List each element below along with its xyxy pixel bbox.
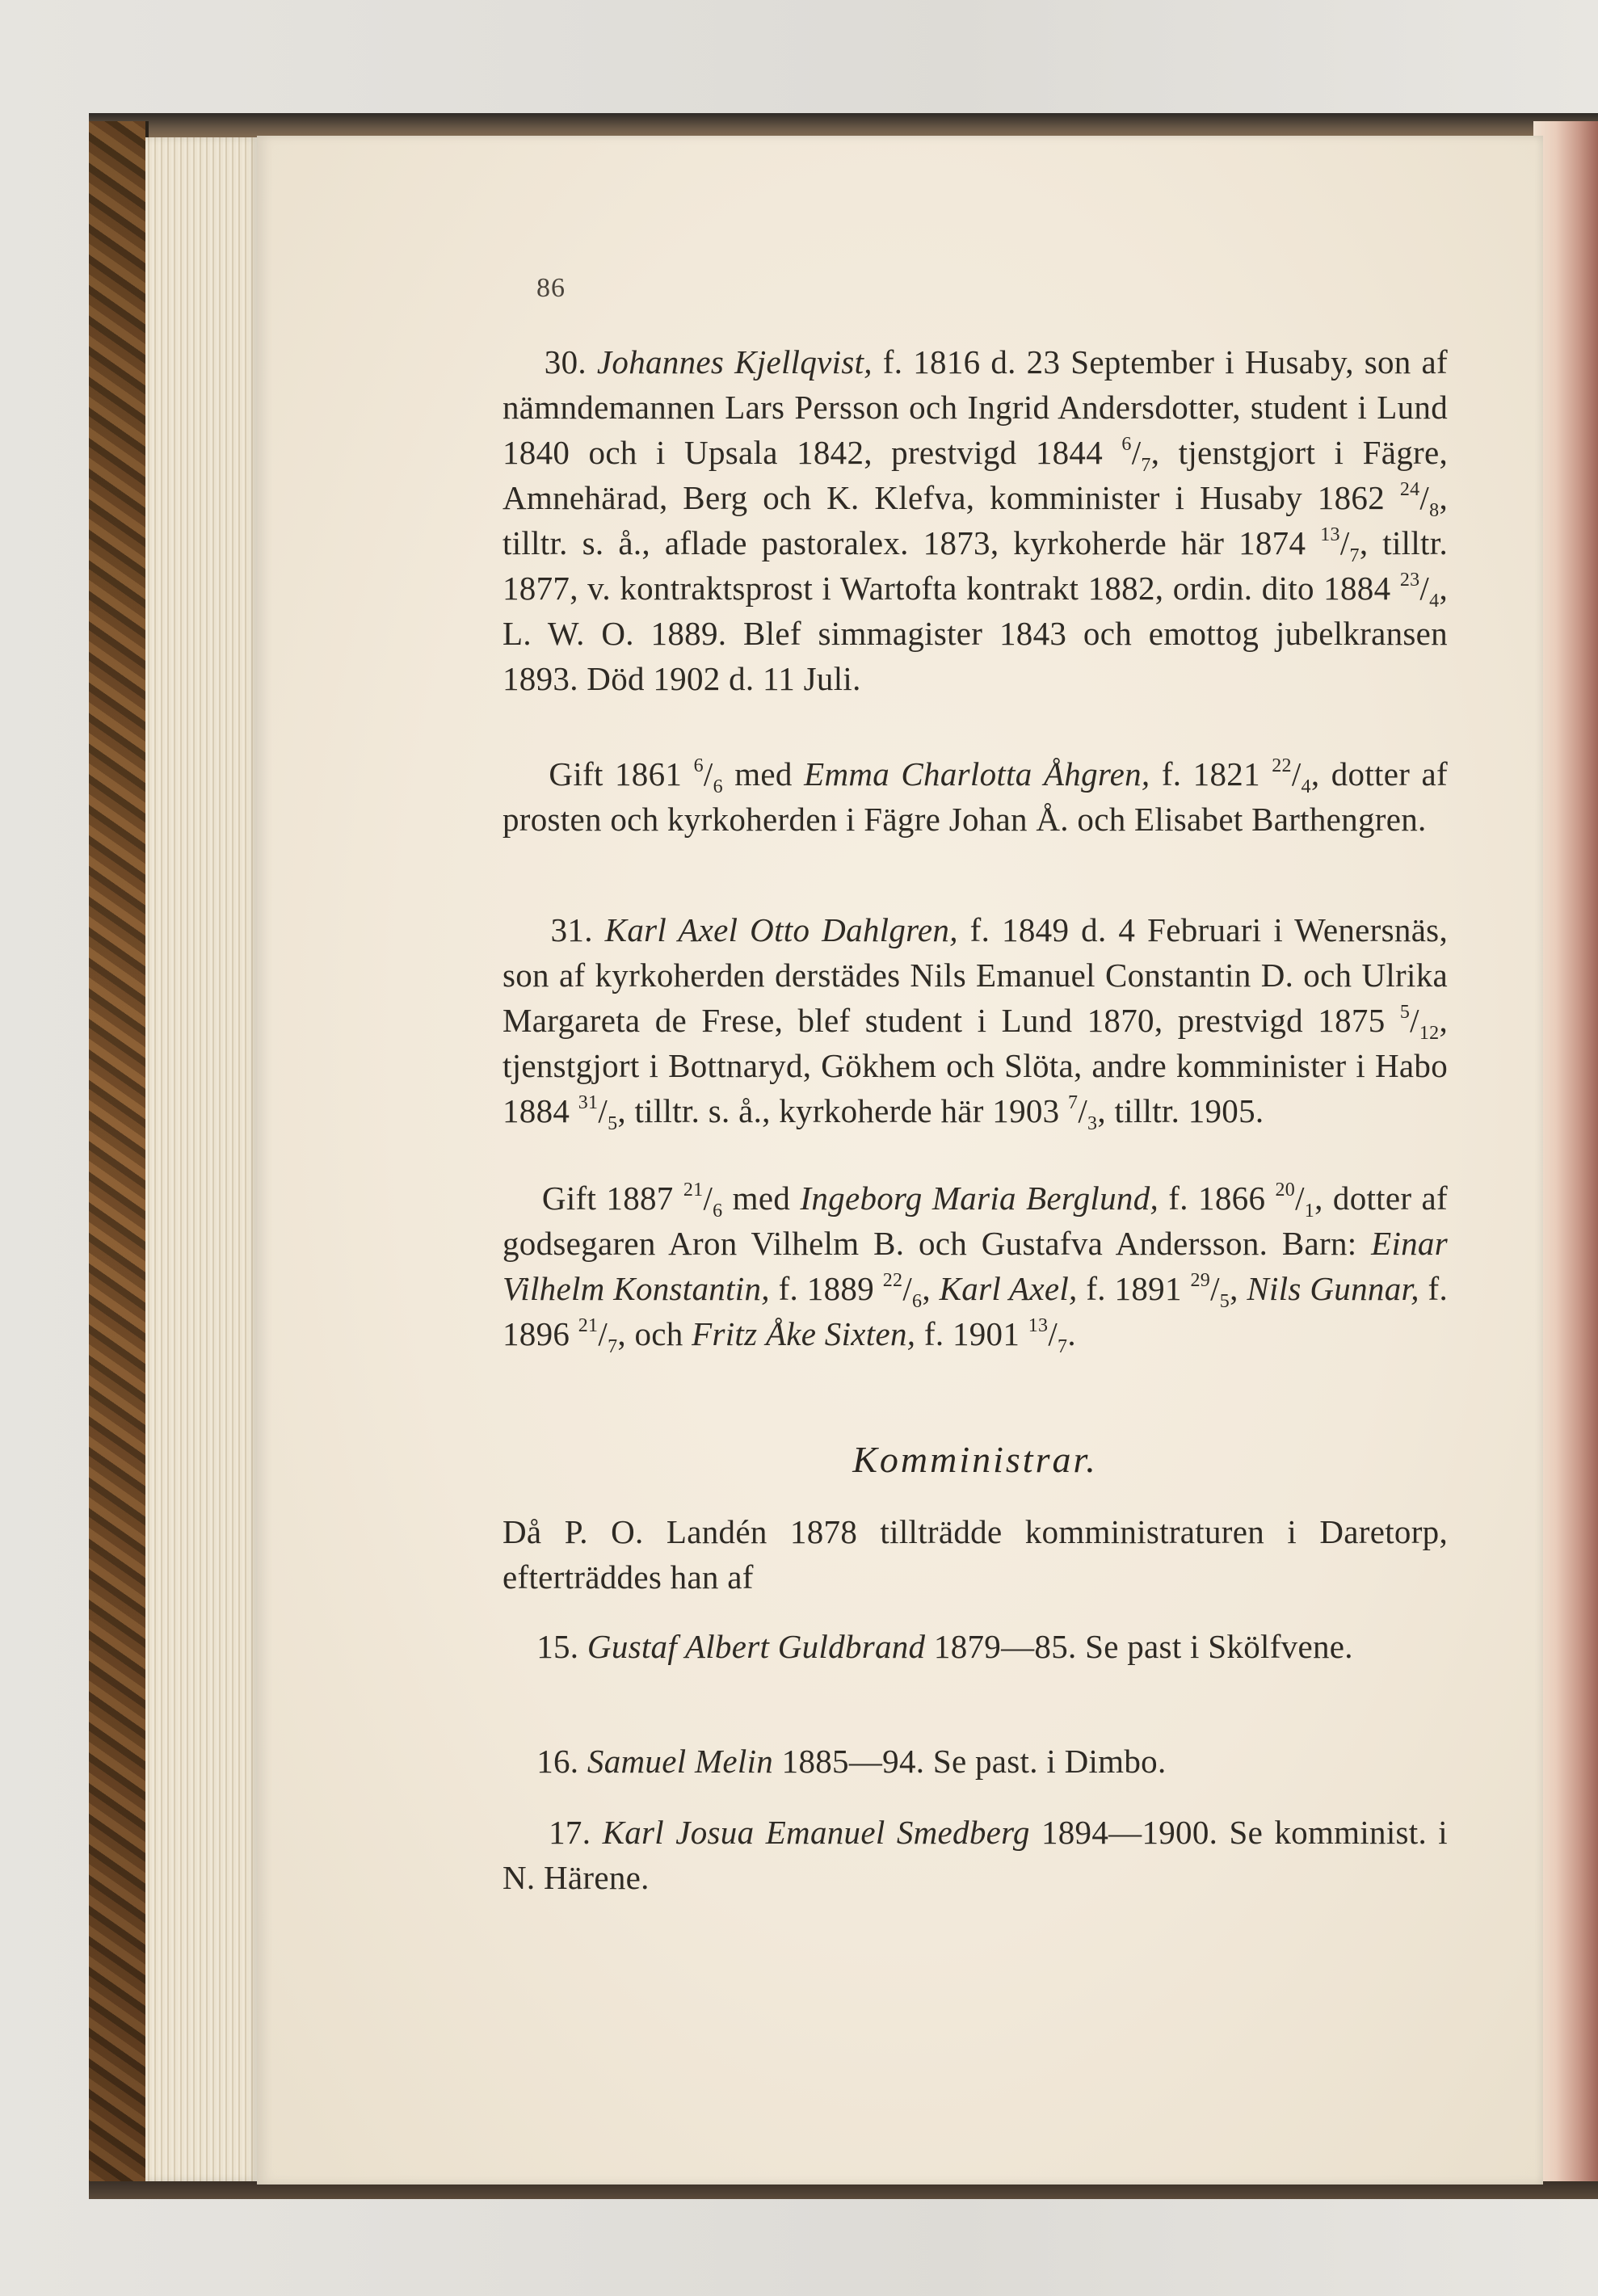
page-block-edges [145, 137, 259, 2181]
komminister-17 [503, 1810, 1448, 1900]
komminister-16-rendered: 16. Samuel Melin 1885—94. Se past. i Dimbo. [503, 1743, 1167, 1780]
entry-30 [503, 339, 1448, 701]
page-edge-right [1533, 121, 1598, 2181]
entry-31 [503, 907, 1448, 1133]
entry-30-marriage [503, 751, 1448, 842]
entry-31-marriage [503, 1175, 1448, 1356]
book-cover-marbled-edge [89, 121, 149, 2189]
entry-30-rendered: 30. Johannes Kjellqvist, f. 1816 d. 23 September i Husaby, son af nämndemannen Lars Persson och Ingrid Andersdotter, student i Lund 1840 och i Upsala 1842, prestvigd 1844 $^6/_7$, tjenstgjort i Fägre, Amnehärad, Berg och K. Klefva, komminister i Husaby 1862 $^{24}/_8$, tilltr. s. å., aflade pastoralex. 1873, kyrkoherde här 1874 $^{13}/_7$, tilltr. 1877, v. kontraktsprost i Wartofta kontrakt 1882, ordin. dito 1884 $^{23}/_4$, L. W. O. 1889. Blef simmagister 1843 och emottog jubelkransen 1893. Död 1902 d. 11 Juli. [503, 343, 1448, 697]
section-heading-komministrar: Komministrar. [852, 1439, 1098, 1480]
komministrar-intro-text: Då P. O. Landén 1878 tillträdde komministraturen i Daretorp, efterträddes han af [503, 1513, 1448, 1596]
komminister-16 [503, 1739, 1448, 1784]
komminister-15 [503, 1624, 1448, 1669]
komminister-17-rendered: 17. Karl Josua Emanuel Smedberg 1894—1900. Se komminist. i N. Härene. [503, 1814, 1448, 1896]
komministrar-intro [503, 1509, 1448, 1600]
komminister-15-rendered: 15. Gustaf Albert Guldbrand 1879—85. Se past i Skölfvene. [503, 1628, 1353, 1665]
entry-30-marriage-rendered: Gift 1861 $^6/_6$ med Emma Charlotta Åhgren, f. 1821 $^{22}/_4$, dotter af prosten och kyrkoherden i Fägre Johan Å. och Elisabet Barthengren. [503, 755, 1448, 838]
entry-31-marriage-rendered: Gift 1887 $^{21}/_6$ med Ingeborg Maria Berglund, f. 1866 $^{20}/_1$, dotter af godsegaren Aron Vilhelm B. och Gustafva Andersson. Barn: Einar Vilhelm Konstantin, f. 1889 $^{22}/_6$, Karl Axel, f. 1891 $^{29}/_5$, Nils Gunnar, f. 1896 $^{21}/_7$, och Fritz Åke Sixten, f. 1901 $^{13}/_7$. [503, 1180, 1449, 1358]
entry-31-rendered: 31. Karl Axel Otto Dahlgren, f. 1849 d. 4 Februari i Wenersnäs, son af kyrkoherden derstädes Nils Emanuel Constantin D. och Ulrika Margareta de Frese, blef student i Lund 1870, prestvigd 1875 $^5/_{12}$, tjenstgjort i Bottnaryd, Gökhem och Slöta, andre komminister i Habo 1884 $^{31}/_5$, tilltr. s. å., kyrkoherde här 1903 $^7/_3$, tilltr. 1905. [503, 911, 1448, 1135]
page-number: 86 [536, 273, 566, 303]
